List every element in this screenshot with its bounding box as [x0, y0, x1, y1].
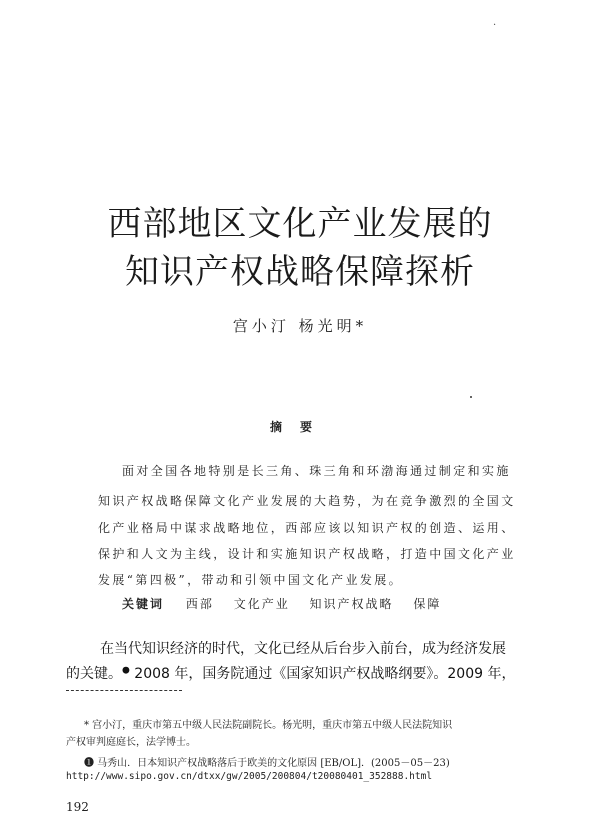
footnote-1-line-2: 产权审判庭庭长，法学博士。 [66, 737, 196, 748]
abstract-line-5: 发展“第四极”，带动和引领中国文化产业发展。 [98, 573, 404, 587]
body-text-line-2 [66, 663, 515, 683]
keywords-label: 关键词 [122, 597, 165, 611]
abstract-line-4: 保护和人文为主线，设计和实施知识产权战略，打造中国文化产业 [98, 547, 516, 561]
keyword-item: 西部 [185, 597, 214, 611]
abstract-heading: 摘要 [269, 420, 330, 434]
title-line-2: 知识产权战略保障探析 [125, 252, 475, 292]
body-text-line-1: 在当代知识经济的时代，文化已经从后台步入前台，成为经济发展 [100, 641, 506, 657]
abstract-line-3: 化产业格局中谋求战略地位，西部应该以知识产权的创造、运用、 [98, 521, 516, 535]
footnote-2-url[interactable]: http://www.sipo.gov.cn/dtxx/gw/2005/200804/t20080401_352888.html [66, 771, 433, 782]
margin-dot [470, 396, 472, 398]
footnote-ref-1[interactable]: ● [122, 665, 130, 676]
body-text-segment: 2008 年，国务院通过《国家知识产权战略纲要》。2009 年， [129, 666, 516, 682]
body-text-segment: 的关键。 [66, 666, 122, 682]
keyword-item: 文化产业 [233, 597, 290, 611]
keyword-item: 保障 [413, 597, 442, 611]
footnote-1-line-1: * 宫小汀，重庆市第五中级人民法院副院长。杨光明，重庆市第五中级人民法院知识 [84, 720, 453, 731]
keywords [122, 595, 457, 612]
abstract-line-1: 面对全国各地特别是长三角、珠三角和环渤海通过制定和实施 [122, 464, 511, 478]
authors: 宫小汀 杨光明* [232, 317, 368, 335]
corner-mark: · [493, 20, 497, 31]
title-line-1: 西部地区文化产业发展的 [107, 204, 493, 244]
abstract-line-2: 知识产权战略保障文化产业发展的大趋势，为在竞争激烈的全国文 [98, 494, 516, 508]
page-number: 192 [66, 800, 89, 814]
footnote-2-line-1: ❶ 马秀山．日本知识产权战略落后于欧美的文化原因 [EB/OL]．(2005－05－23) [84, 758, 450, 769]
keyword-item: 知识产权战略 [309, 597, 394, 611]
footnote-divider [66, 690, 182, 691]
